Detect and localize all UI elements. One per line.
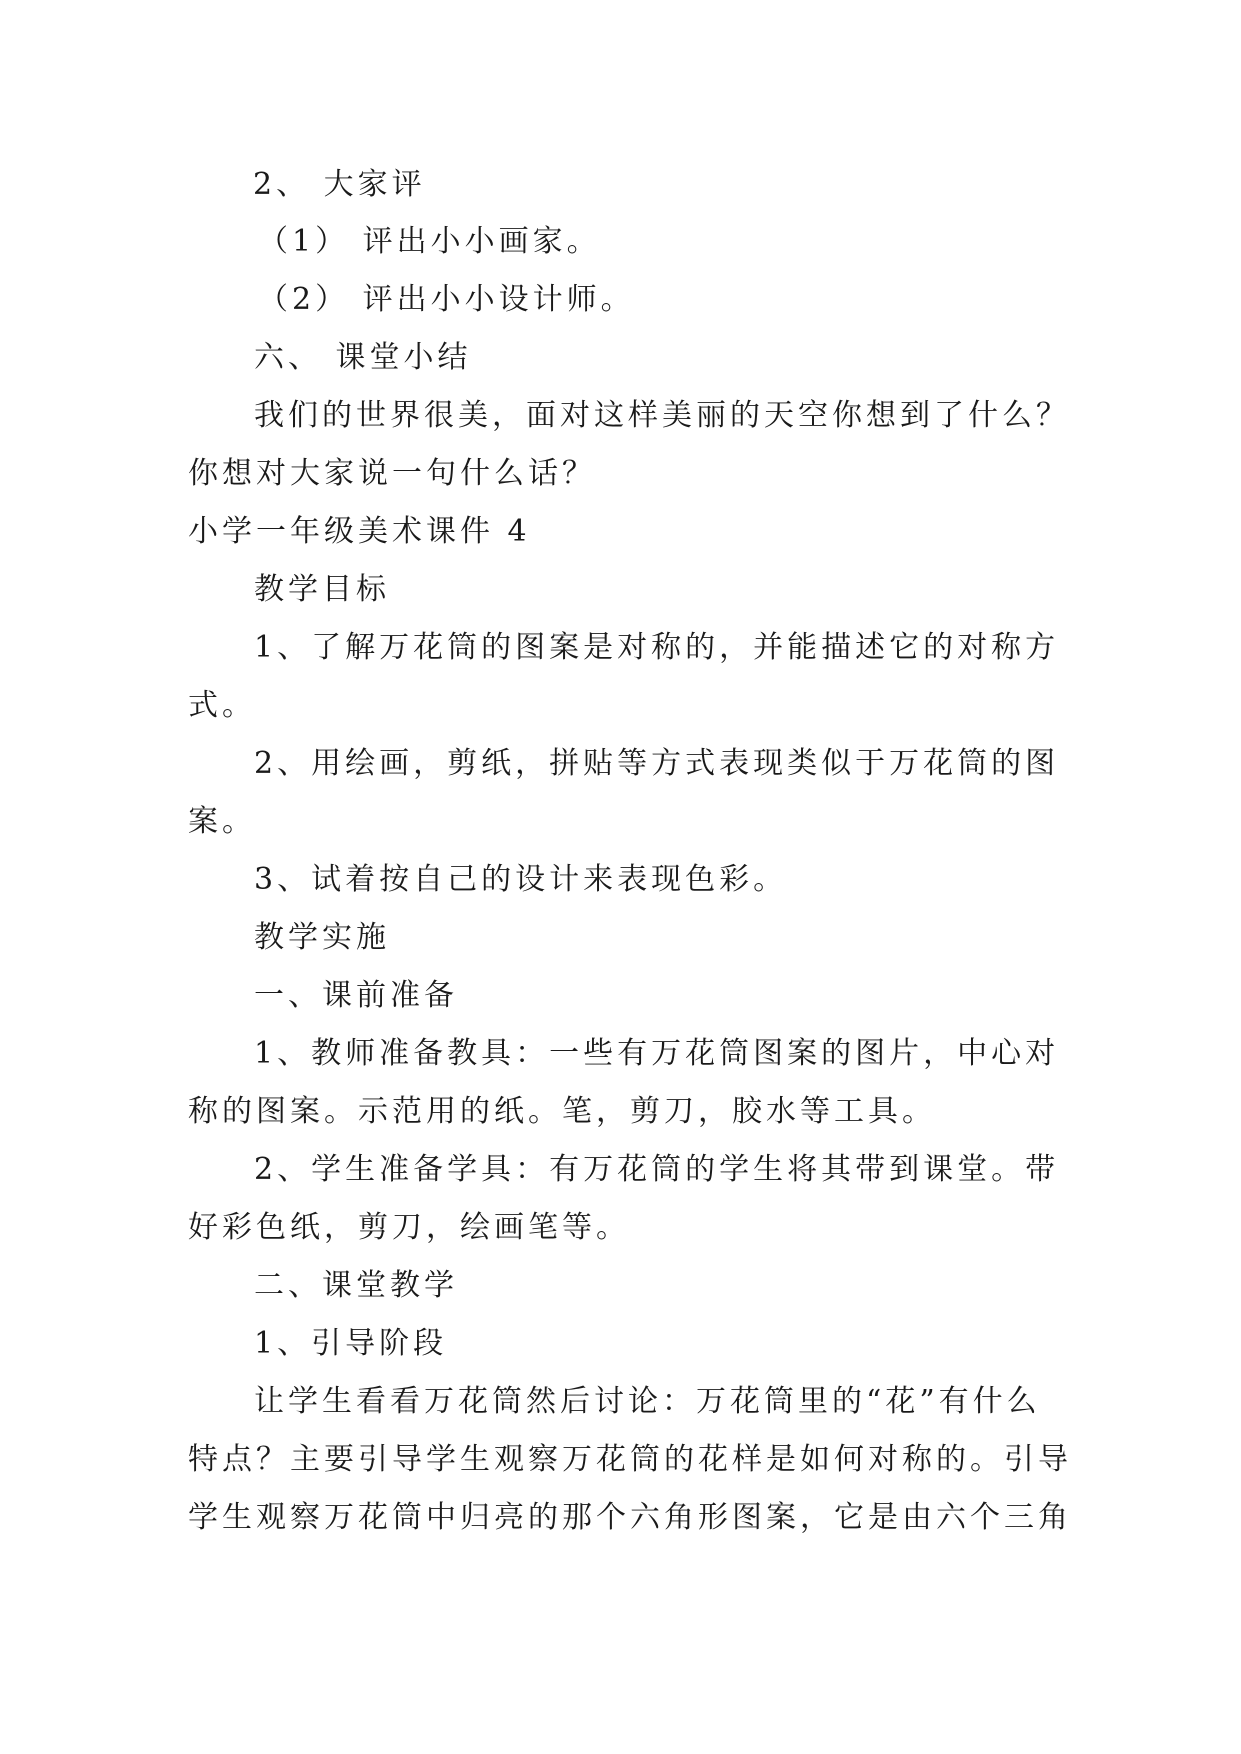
text-line: 案。 <box>188 804 256 839</box>
text-line: 称的图案。示范用的纸。笔，剪刀，胶水等工具。 <box>188 1094 936 1129</box>
text-line: 式。 <box>188 688 256 723</box>
section-heading: 一、课前准备 <box>254 978 458 1013</box>
text-line: 学生观察万花筒中归亮的那个六角形图案，它是由六个三角 <box>188 1500 1072 1535</box>
text-line: 2、 大家评 <box>253 167 426 202</box>
text-line: 好彩色纸，剪刀，绘画笔等。 <box>188 1210 630 1245</box>
section-heading: 教学目标 <box>254 572 390 607</box>
section-heading: 1、引导阶段 <box>254 1326 448 1361</box>
section-heading: 教学实施 <box>254 920 390 955</box>
section-heading: 二、课堂教学 <box>254 1268 458 1303</box>
text-line: 3、试着按自己的设计来表现色彩。 <box>254 862 788 897</box>
text-line: 我们的世界很美，面对这样美丽的天空你想到了什么？ <box>254 398 1070 433</box>
text-line: 1、了解万花筒的图案是对称的，并能描述它的对称方 <box>254 630 1060 665</box>
document-title: 小学一年级美术课件 4 <box>188 514 531 549</box>
text-line: 2、用绘画，剪纸，拼贴等方式表现类似于万花筒的图 <box>254 746 1060 781</box>
text-line: （1） 评出小小画家。 <box>258 224 601 259</box>
text-line: 你想对大家说一句什么话？ <box>188 456 596 491</box>
text-line: 特点？主要引导学生观察万花筒的花样是如何对称的。引导 <box>188 1442 1072 1477</box>
text-line: 1、教师准备教具：一些有万花筒图案的图片，中心对 <box>254 1036 1060 1071</box>
text-line: （2） 评出小小设计师。 <box>258 282 635 317</box>
text-line: 2、学生准备学具：有万花筒的学生将其带到课堂。带 <box>254 1152 1060 1187</box>
section-heading: 六、 课堂小结 <box>254 340 472 375</box>
text-line: 让学生看看万花筒然后讨论：万花筒里的“花”有什么 <box>254 1384 1041 1419</box>
